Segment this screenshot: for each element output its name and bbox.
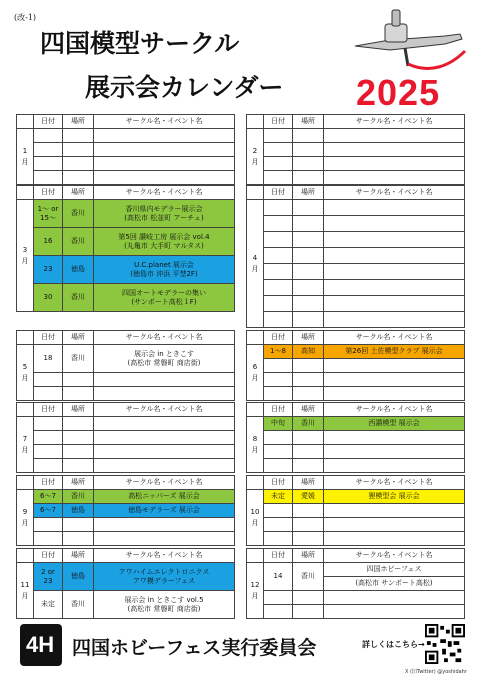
calendar-march: 日付 場所 サークル名・イベント名 3 月 1～ or 15～ 香川 香川県内モデラー展示会 (高松市 松並町 アーチェ) 16 香川 第5回 讃岐工房 展示会 vol.4 (丸亀市 大手町 マルタス) 23 徳島 U.C.planet 展示会 (徳島市 沖浜 平埜2F) 30 香川 四国オートモデラーの集い (サンポート高松１F) — [16, 185, 235, 312]
month-label: 5 月 — [17, 345, 34, 401]
event-date: 18 — [34, 345, 63, 373]
page-title-line1: 四国模型サークル — [40, 29, 240, 58]
event-name: 高松ニッパーズ 展示会 — [94, 490, 235, 504]
month-label: 11 月 — [17, 563, 34, 619]
month-label: 4 月 — [247, 200, 264, 328]
calendar-february: 日付 場所 サークル名・イベント名 2 月 — [246, 114, 465, 185]
event-place: 徳島 — [63, 256, 94, 284]
airbrush-icon — [350, 6, 470, 76]
event-name: アワハイムエレクトロニクス アワ模デラーフェス — [94, 563, 235, 591]
x-handle: X (旧Twitter) @yoshidahr — [405, 669, 467, 675]
event-place: 香川 — [63, 200, 94, 228]
event-place: 香川 — [293, 563, 324, 591]
event-place: 香川 — [63, 591, 94, 619]
event-place: 愛媛 — [293, 490, 324, 504]
event-name: 四国ホビーフェス — [324, 563, 465, 577]
event-date: 中旬 — [264, 417, 293, 431]
event-date: 30 — [34, 284, 63, 312]
calendar-june: 日付 場所 サークル名・イベント名 6 月 1～8 高知 第26回 土佐模型クラブ 展示会 — [246, 330, 465, 401]
event-name: 徳島モデラーズ 展示会 — [94, 504, 235, 518]
calendar-december: 日付 場所 サークル名・イベント名 12 月 14 香川 四国ホビーフェス (高松市 サンポート高松) — [246, 548, 465, 619]
header-name: サークル名・イベント名 — [94, 115, 235, 129]
event-place: 徳島 — [63, 563, 94, 591]
month-label: 10 月 — [247, 490, 264, 546]
header-date: 日付 — [34, 115, 63, 129]
event-place: 香川 — [63, 228, 94, 256]
event-name: 西讃模型 展示会 — [324, 417, 465, 431]
month-label: 3 月 — [17, 200, 34, 312]
event-place: 香川 — [63, 490, 94, 504]
month-label: 12 月 — [247, 563, 264, 619]
event-name: 展示会 in ときこす (高松市 常磐町 商店街) — [94, 345, 235, 373]
event-place: 香川 — [63, 345, 94, 373]
event-name: 狸模型会 展示会 — [324, 490, 465, 504]
event-date: 6～7 — [34, 504, 63, 518]
event-place: 香川 — [63, 284, 94, 312]
month-label: 9 月 — [17, 490, 34, 546]
event-name-sub: (高松市 サンポート高松) — [324, 577, 465, 591]
event-place: 徳島 — [63, 504, 94, 518]
month-label: 1 月 — [17, 129, 34, 185]
calendar-august: 日付 場所 サークル名・イベント名 8 月 中旬 香川 西讃模型 展示会 — [246, 402, 465, 473]
month-label: 2 月 — [247, 129, 264, 185]
header-place: 場所 — [63, 115, 94, 129]
calendar-september: 日付 場所 サークル名・イベント名 9 月 6～7 香川 高松ニッパーズ 展示会 6～7 徳島 徳島モデラーズ 展示会 — [16, 475, 235, 546]
calendar-may: 日付 場所 サークル名・イベント名 5 月 18 香川 展示会 in ときこす (高松市 常磐町 商店街) — [16, 330, 235, 401]
more-info-link[interactable]: 詳しくはこちら→ — [362, 640, 425, 649]
event-date: 未定 — [264, 490, 293, 504]
month-label: 6 月 — [247, 345, 264, 401]
calendar-april: 日付 場所 サークル名・イベント名 4 月 — [246, 185, 465, 328]
event-name: 第5回 讃岐工房 展示会 vol.4 (丸亀市 大手町 マルタス) — [94, 228, 235, 256]
month-label: 8 月 — [247, 417, 264, 473]
event-name: 第26回 土佐模型クラブ 展示会 — [324, 345, 465, 359]
calendar-january — [16, 114, 235, 185]
event-date: 2 or 23 — [34, 563, 63, 591]
event-date: 23 — [34, 256, 63, 284]
page-title-line2: 展示会カレンダー — [85, 73, 284, 102]
event-date: 16 — [34, 228, 63, 256]
event-date: 14 — [264, 563, 293, 591]
calendar-november: 日付 場所 サークル名・イベント名 11 月 2 or 23 徳島 アワハイムエレクトロニクス アワ模デラーフェス 未定 香川 展示会 in ときこす vol.5 (高松市 常磐町 商店街) — [16, 548, 235, 619]
event-name: U.C.planet 展示会 (徳島市 沖浜 平埜2F) — [94, 256, 235, 284]
event-date: 1～8 — [264, 345, 293, 359]
event-place: 高知 — [293, 345, 324, 359]
event-date: 未定 — [34, 591, 63, 619]
revision-note: (改-1) — [14, 13, 37, 22]
calendar-july: 日付 場所 サークル名・イベント名 7 月 — [16, 402, 235, 473]
event-place: 香川 — [293, 417, 324, 431]
event-date: 6～7 — [34, 490, 63, 504]
event-name: 香川県内モデラー展示会 (高松市 松並町 アーチェ) — [94, 200, 235, 228]
calendar-october: 日付 場所 サークル名・イベント名 10 月 未定 愛媛 狸模型会 展示会 — [246, 475, 465, 546]
hobby-fes-logo: 4H — [20, 624, 62, 666]
year-label: 2025 — [356, 72, 441, 113]
event-name: 四国オートモデラーの集い (サンポート高松１F) — [94, 284, 235, 312]
organization-name: 四国ホビーフェス実行委員会 — [72, 637, 317, 659]
month-label: 7 月 — [17, 417, 34, 473]
event-date: 1～ or 15～ — [34, 200, 63, 228]
qr-code-icon[interactable] — [425, 624, 465, 664]
event-name: 展示会 in ときこす vol.5 (高松市 常磐町 商店街) — [94, 591, 235, 619]
